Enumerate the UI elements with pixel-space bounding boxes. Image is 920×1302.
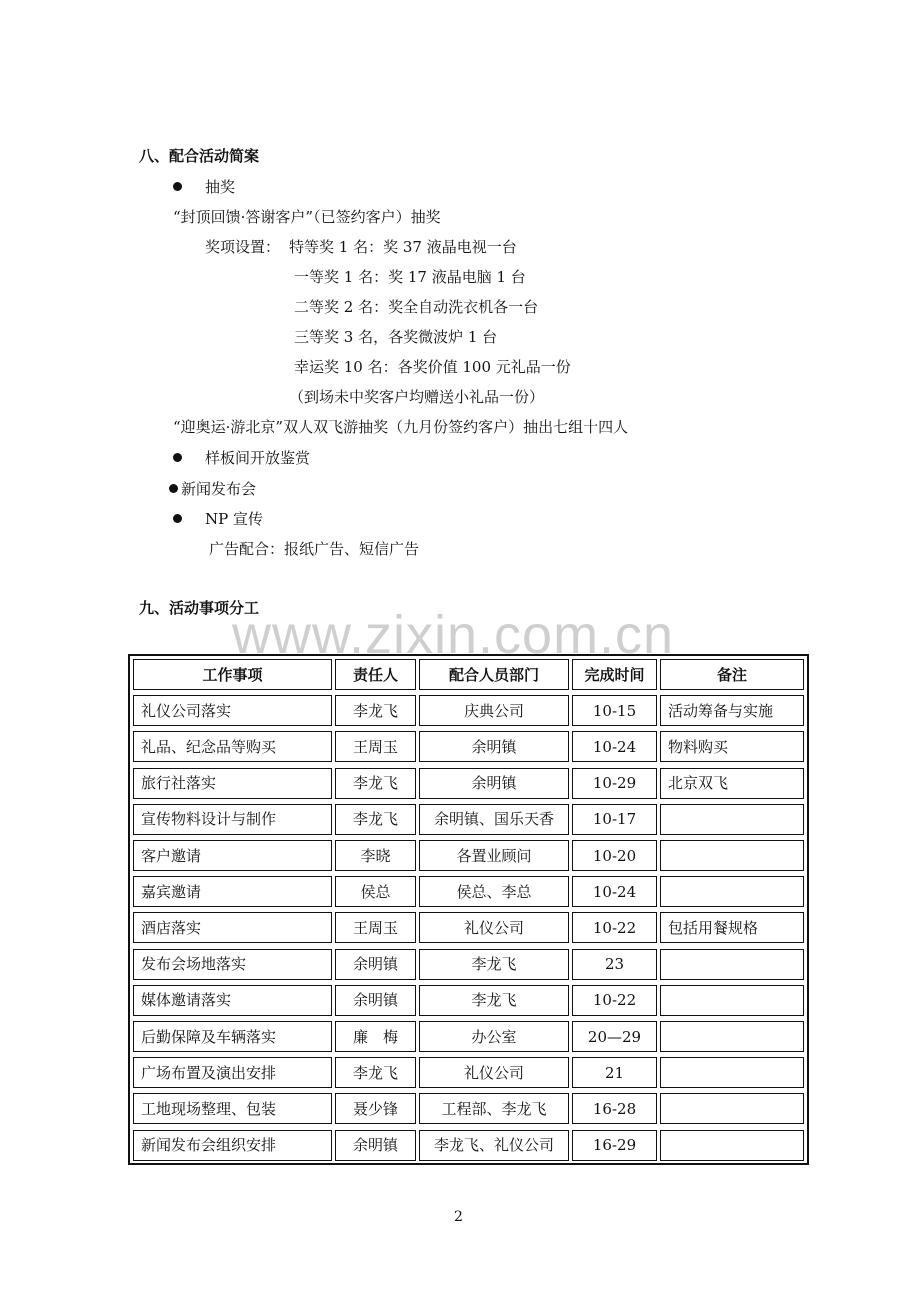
table-cell-due: 10-15 <box>572 695 657 726</box>
table-cell-owner: 王周玉 <box>335 912 416 943</box>
page-number: 2 <box>454 1209 463 1225</box>
table-cell-task: 发布会场地落实 <box>133 949 332 980</box>
table-header-owner: 责任人 <box>335 659 416 690</box>
table-cell-task: 广场布置及演出安排 <box>133 1057 332 1088</box>
bullet-icon <box>173 514 182 523</box>
showroom-item: 样板间开放鉴赏 <box>205 449 311 467</box>
table-cell-due: 16-29 <box>572 1130 657 1161</box>
table-cell-dept: 礼仪公司 <box>419 1057 569 1088</box>
table-cell-due: 10-24 <box>572 731 657 762</box>
table-cell-due: 21 <box>572 1057 657 1088</box>
table-cell-remark <box>660 1057 804 1088</box>
table-cell-due: 10-22 <box>572 985 657 1016</box>
table-cell-due: 10-17 <box>572 804 657 835</box>
table-cell-dept: 侯总、李总 <box>419 876 569 907</box>
np-promo-item: NP 宣传 <box>205 510 263 528</box>
ad-support: 广告配合：报纸广告、短信广告 <box>209 540 420 558</box>
table-cell-task: 嘉宾邀请 <box>133 876 332 907</box>
prize-item: 二等奖 2 名：奖全自动洗衣机各一台 <box>294 298 539 316</box>
table-cell-owner: 李龙飞 <box>335 804 416 835</box>
table-cell-task: 工地现场整理、包装 <box>133 1093 332 1124</box>
table-cell-dept: 各置业顾问 <box>419 840 569 871</box>
table-cell-dept: 余明镇 <box>419 731 569 762</box>
table-cell-remark: 物料购买 <box>660 731 804 762</box>
table-cell-dept: 余明镇、国乐天香 <box>419 804 569 835</box>
table-cell-remark <box>660 1093 804 1124</box>
table-cell-task: 媒体邀请落实 <box>133 985 332 1016</box>
table-cell-dept: 办公室 <box>419 1021 569 1052</box>
table-cell-due: 10-22 <box>572 912 657 943</box>
table-cell-owner: 余明镇 <box>335 1130 416 1161</box>
table-cell-task: 后勤保障及车辆落实 <box>133 1021 332 1052</box>
table-cell-owner: 李晓 <box>335 840 416 871</box>
table-cell-remark <box>660 949 804 980</box>
table-cell-task: 旅行社落实 <box>133 768 332 799</box>
bullet-icon <box>173 182 182 191</box>
table-cell-remark <box>660 840 804 871</box>
lottery-label: 抽奖 <box>205 178 236 196</box>
prize-item: 三等奖 3 名，各奖微波炉 1 台 <box>294 328 498 346</box>
table-cell-owner: 王周玉 <box>335 731 416 762</box>
table-header-remark: 备注 <box>660 659 804 690</box>
table-cell-remark <box>660 1021 804 1052</box>
table-cell-dept: 庆典公司 <box>419 695 569 726</box>
table-cell-due: 16-28 <box>572 1093 657 1124</box>
table-cell-remark: 活动筹备与实施 <box>660 695 804 726</box>
table-cell-task: 礼仪公司落实 <box>133 695 332 726</box>
table-cell-remark <box>660 804 804 835</box>
table-cell-remark <box>660 876 804 907</box>
table-cell-owner: 余明镇 <box>335 949 416 980</box>
table-cell-dept: 余明镇 <box>419 768 569 799</box>
prize-note: （到场未中奖客户均赠送小礼品一份） <box>289 388 545 406</box>
table-cell-task: 礼品、纪念品等购买 <box>133 731 332 762</box>
table-cell-owner: 李龙飞 <box>335 768 416 799</box>
table-cell-task: 客户邀请 <box>133 840 332 871</box>
table-cell-dept: 李龙飞 <box>419 949 569 980</box>
table-cell-due: 10-20 <box>572 840 657 871</box>
table-cell-owner: 侯总 <box>335 876 416 907</box>
table-header-dept: 配合人员部门 <box>419 659 569 690</box>
prize-item: 幸运奖 10 名：各奖价值 100 元礼品一份 <box>294 358 571 376</box>
prize-item: 一等奖 1 名：奖 17 液晶电脑 1 台 <box>294 268 526 286</box>
prize-setting-label: 奖项设置： <box>205 238 281 256</box>
table-cell-remark <box>660 1130 804 1161</box>
table-cell-dept: 礼仪公司 <box>419 912 569 943</box>
press-conference-item: 新闻发布会 <box>181 480 257 498</box>
table-cell-dept: 李龙飞 <box>419 985 569 1016</box>
bullet-icon <box>173 453 182 462</box>
bullet-icon <box>169 484 178 493</box>
section9-title: 九、活动事项分工 <box>139 599 260 617</box>
table-cell-owner: 聂少锋 <box>335 1093 416 1124</box>
table-cell-owner: 廉 梅 <box>335 1021 416 1052</box>
table-cell-due: 20—29 <box>572 1021 657 1052</box>
table-cell-task: 宣传物料设计与制作 <box>133 804 332 835</box>
table-cell-remark: 北京双飞 <box>660 768 804 799</box>
table-cell-dept: 李龙飞、礼仪公司 <box>419 1130 569 1161</box>
olympic-draw: “迎奥运·游北京”双人双飞游抽奖（九月份签约客户）抽出七组十四人 <box>173 418 629 436</box>
table-cell-task: 新闻发布会组织安排 <box>133 1130 332 1161</box>
table-cell-dept: 工程部、李龙飞 <box>419 1093 569 1124</box>
section8-title: 八、配合活动简案 <box>139 147 260 165</box>
table-cell-owner: 李龙飞 <box>335 1057 416 1088</box>
table-header-due: 完成时间 <box>572 659 657 690</box>
table-cell-owner: 李龙飞 <box>335 695 416 726</box>
table-cell-due: 23 <box>572 949 657 980</box>
lottery-title: “封顶回馈·答谢客户”（已签约客户）抽奖 <box>173 208 441 226</box>
table-cell-owner: 余明镇 <box>335 985 416 1016</box>
table-cell-remark: 包括用餐规格 <box>660 912 804 943</box>
table-cell-remark <box>660 985 804 1016</box>
prize-item: 特等奖 1 名：奖 37 液晶电视一台 <box>289 238 517 256</box>
table-cell-due: 10-24 <box>572 876 657 907</box>
watermark: www.zixin.com.cn <box>232 605 675 665</box>
table-cell-task: 酒店落实 <box>133 912 332 943</box>
table-header-task: 工作事项 <box>133 659 332 690</box>
table-cell-due: 10-29 <box>572 768 657 799</box>
